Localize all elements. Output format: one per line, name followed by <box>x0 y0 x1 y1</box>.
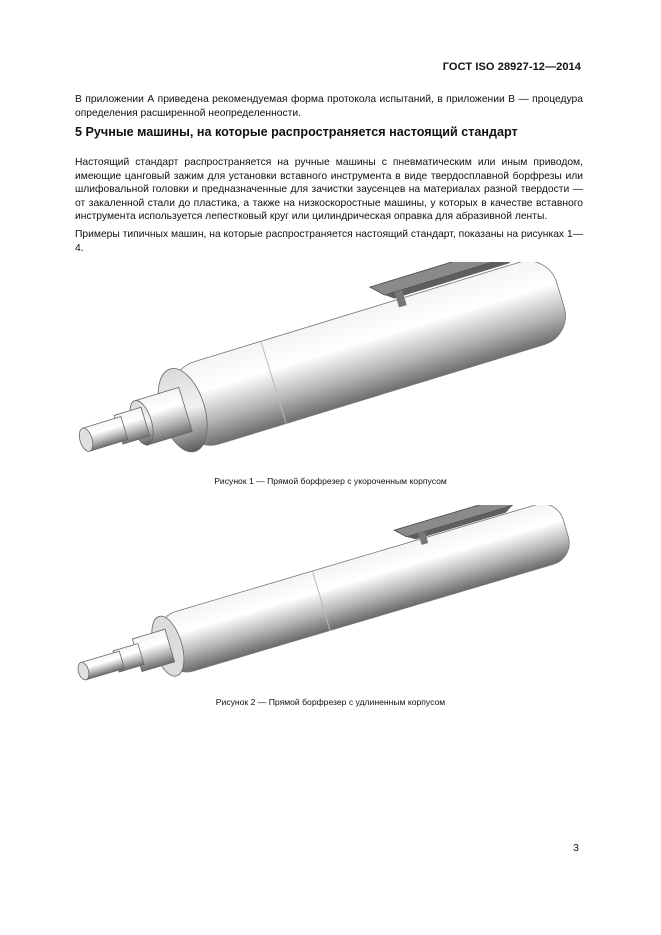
intro-paragraph <box>75 93 583 120</box>
figure-1-image <box>60 262 600 462</box>
page-number: 3 <box>573 842 579 854</box>
section-text-1: Настоящий стандарт распространяется на ручные машины с пневматическим или иным приводом, имеющие цанговый зажим для установки вставного инструмента в виде твердосплавной борфрезы или шлифовальной головки и предназначенные для зачистки заусенцев на материалах разной твердости — от закаленной стали до пластика, а также на низкоскоростные машины, у которых в качестве вставного инструмента используется лепестковый круг или цилиндрическая оправка для абразивной ленты. <box>75 157 583 223</box>
figure-2-caption: Рисунок 2 — Прямой борфрезер с удлиненным корпусом <box>215 697 446 707</box>
section-paragraph-1 <box>75 156 583 224</box>
section-paragraph-2 <box>75 228 583 255</box>
figure-2-image <box>60 505 600 685</box>
section-text-2: Примеры типичных машин, на которые распространяется настоящий стандарт, показаны на рисунках 1—4. <box>75 229 583 254</box>
standard-id: ГОСТ ISO 28927-12—2014 <box>442 61 581 73</box>
figure-1-caption: Рисунок 1 — Прямой борфрезер с укороченным корпусом <box>214 476 447 486</box>
intro-text: В приложении А приведена рекомендуемая форма протокола испытаний, в приложении В — процедура определения расширенной неопределенности. <box>75 94 583 119</box>
section-title: 5 Ручные машины, на которые распространяется настоящий стандарт <box>75 125 518 139</box>
